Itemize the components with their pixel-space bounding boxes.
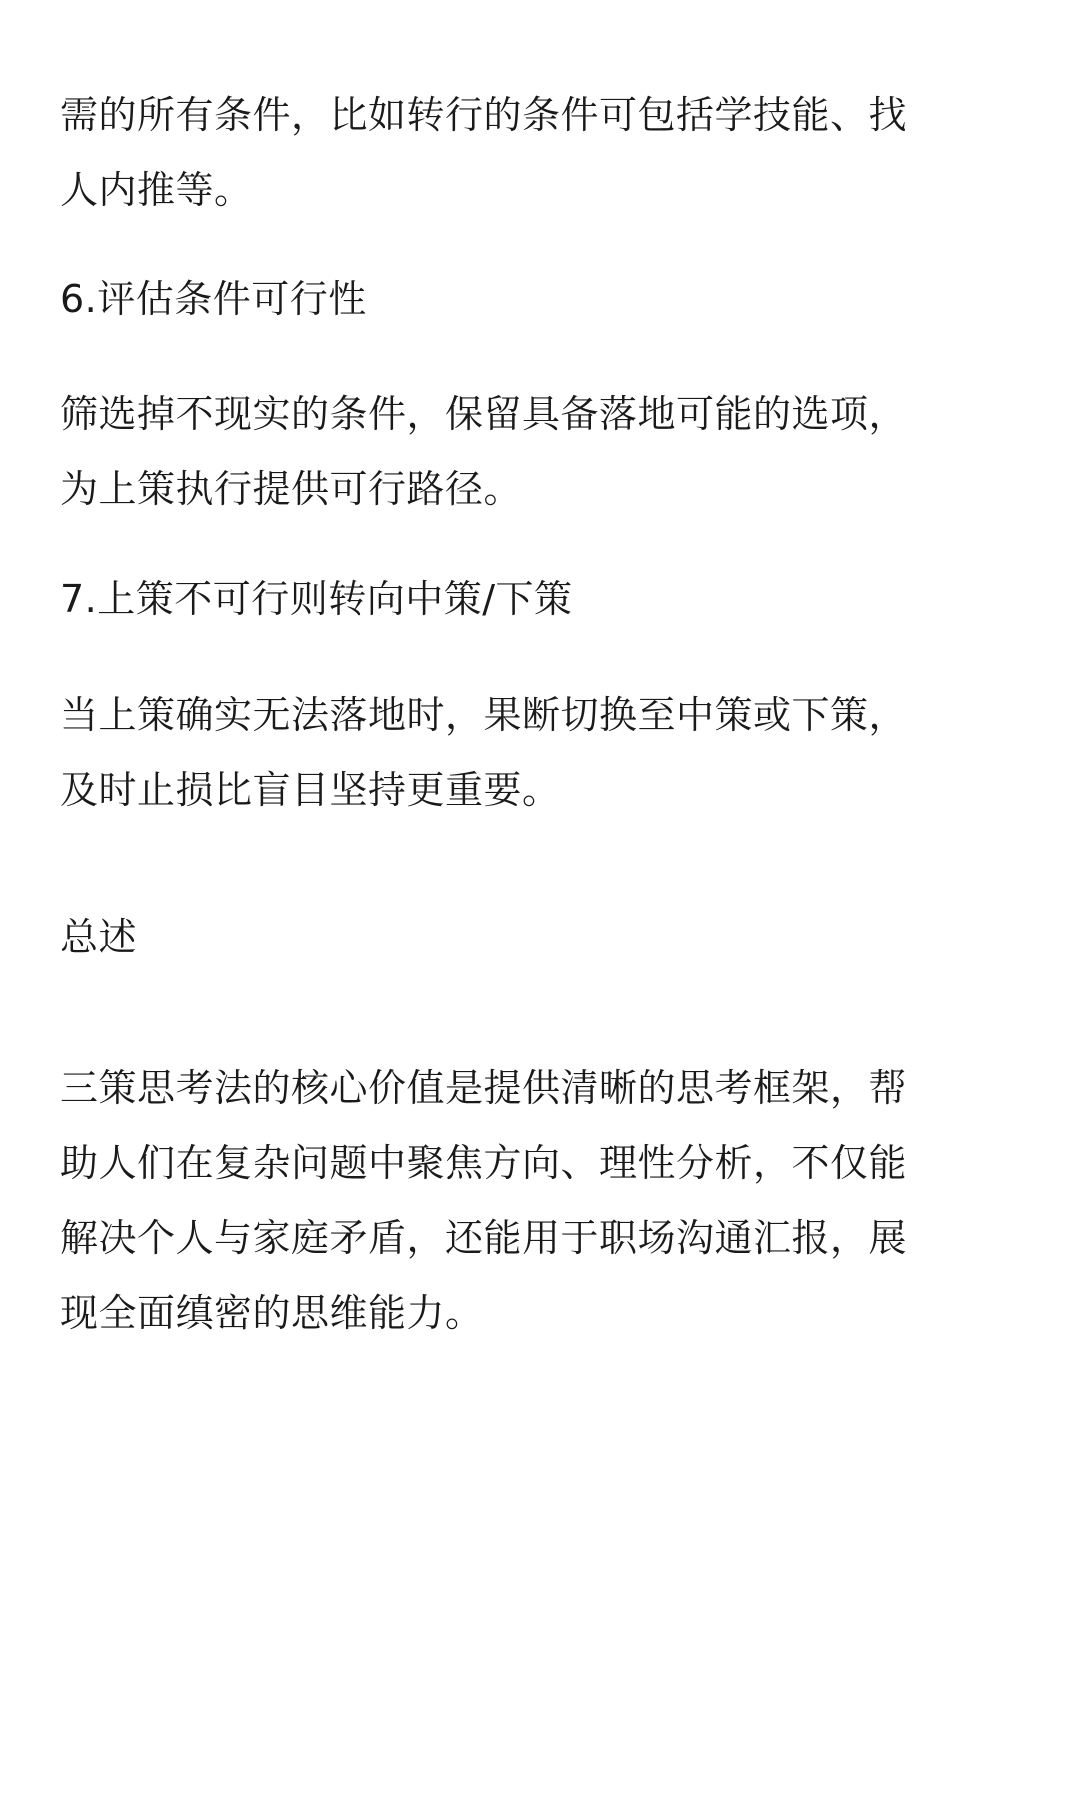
paragraph-line: 现全面缜密的思维能力。: [60, 1291, 484, 1335]
heading-text: 7.上策不可行则转向中策/下策: [60, 577, 573, 621]
paragraph-line: 人内推等。: [60, 168, 253, 212]
step-6-heading: [60, 262, 1020, 337]
step-7-paragraph: [60, 678, 1020, 828]
paragraph-line: 三策思考法的核心价值是提供清晰的思考框架，帮: [60, 1066, 908, 1110]
step-7-heading: [60, 562, 1020, 637]
summary-paragraph: [60, 1051, 1020, 1351]
paragraph-line: 解决个人与家庭矛盾，还能用于职场沟通汇报，展: [60, 1216, 908, 1260]
paragraph-line: 及时止损比盲目坚持更重要。: [60, 768, 561, 812]
paragraph-line: 为上策执行提供可行路径。: [60, 467, 523, 511]
paragraph-line: 需的所有条件，比如转行的条件可包括学技能、找: [60, 93, 908, 137]
heading-text: 总述: [60, 915, 138, 959]
summary-heading: [60, 900, 1020, 975]
intro-paragraph: [60, 78, 1020, 228]
step-6-paragraph: [60, 377, 1020, 527]
heading-text: 6.评估条件可行性: [60, 277, 367, 321]
paragraph-line: 当上策确实无法落地时，果断切换至中策或下策，: [60, 693, 908, 737]
paragraph-line: 助人们在复杂问题中聚焦方向、理性分析，不仅能: [60, 1141, 908, 1185]
paragraph-line: 筛选掉不现实的条件，保留具备落地可能的选项，: [60, 392, 908, 436]
